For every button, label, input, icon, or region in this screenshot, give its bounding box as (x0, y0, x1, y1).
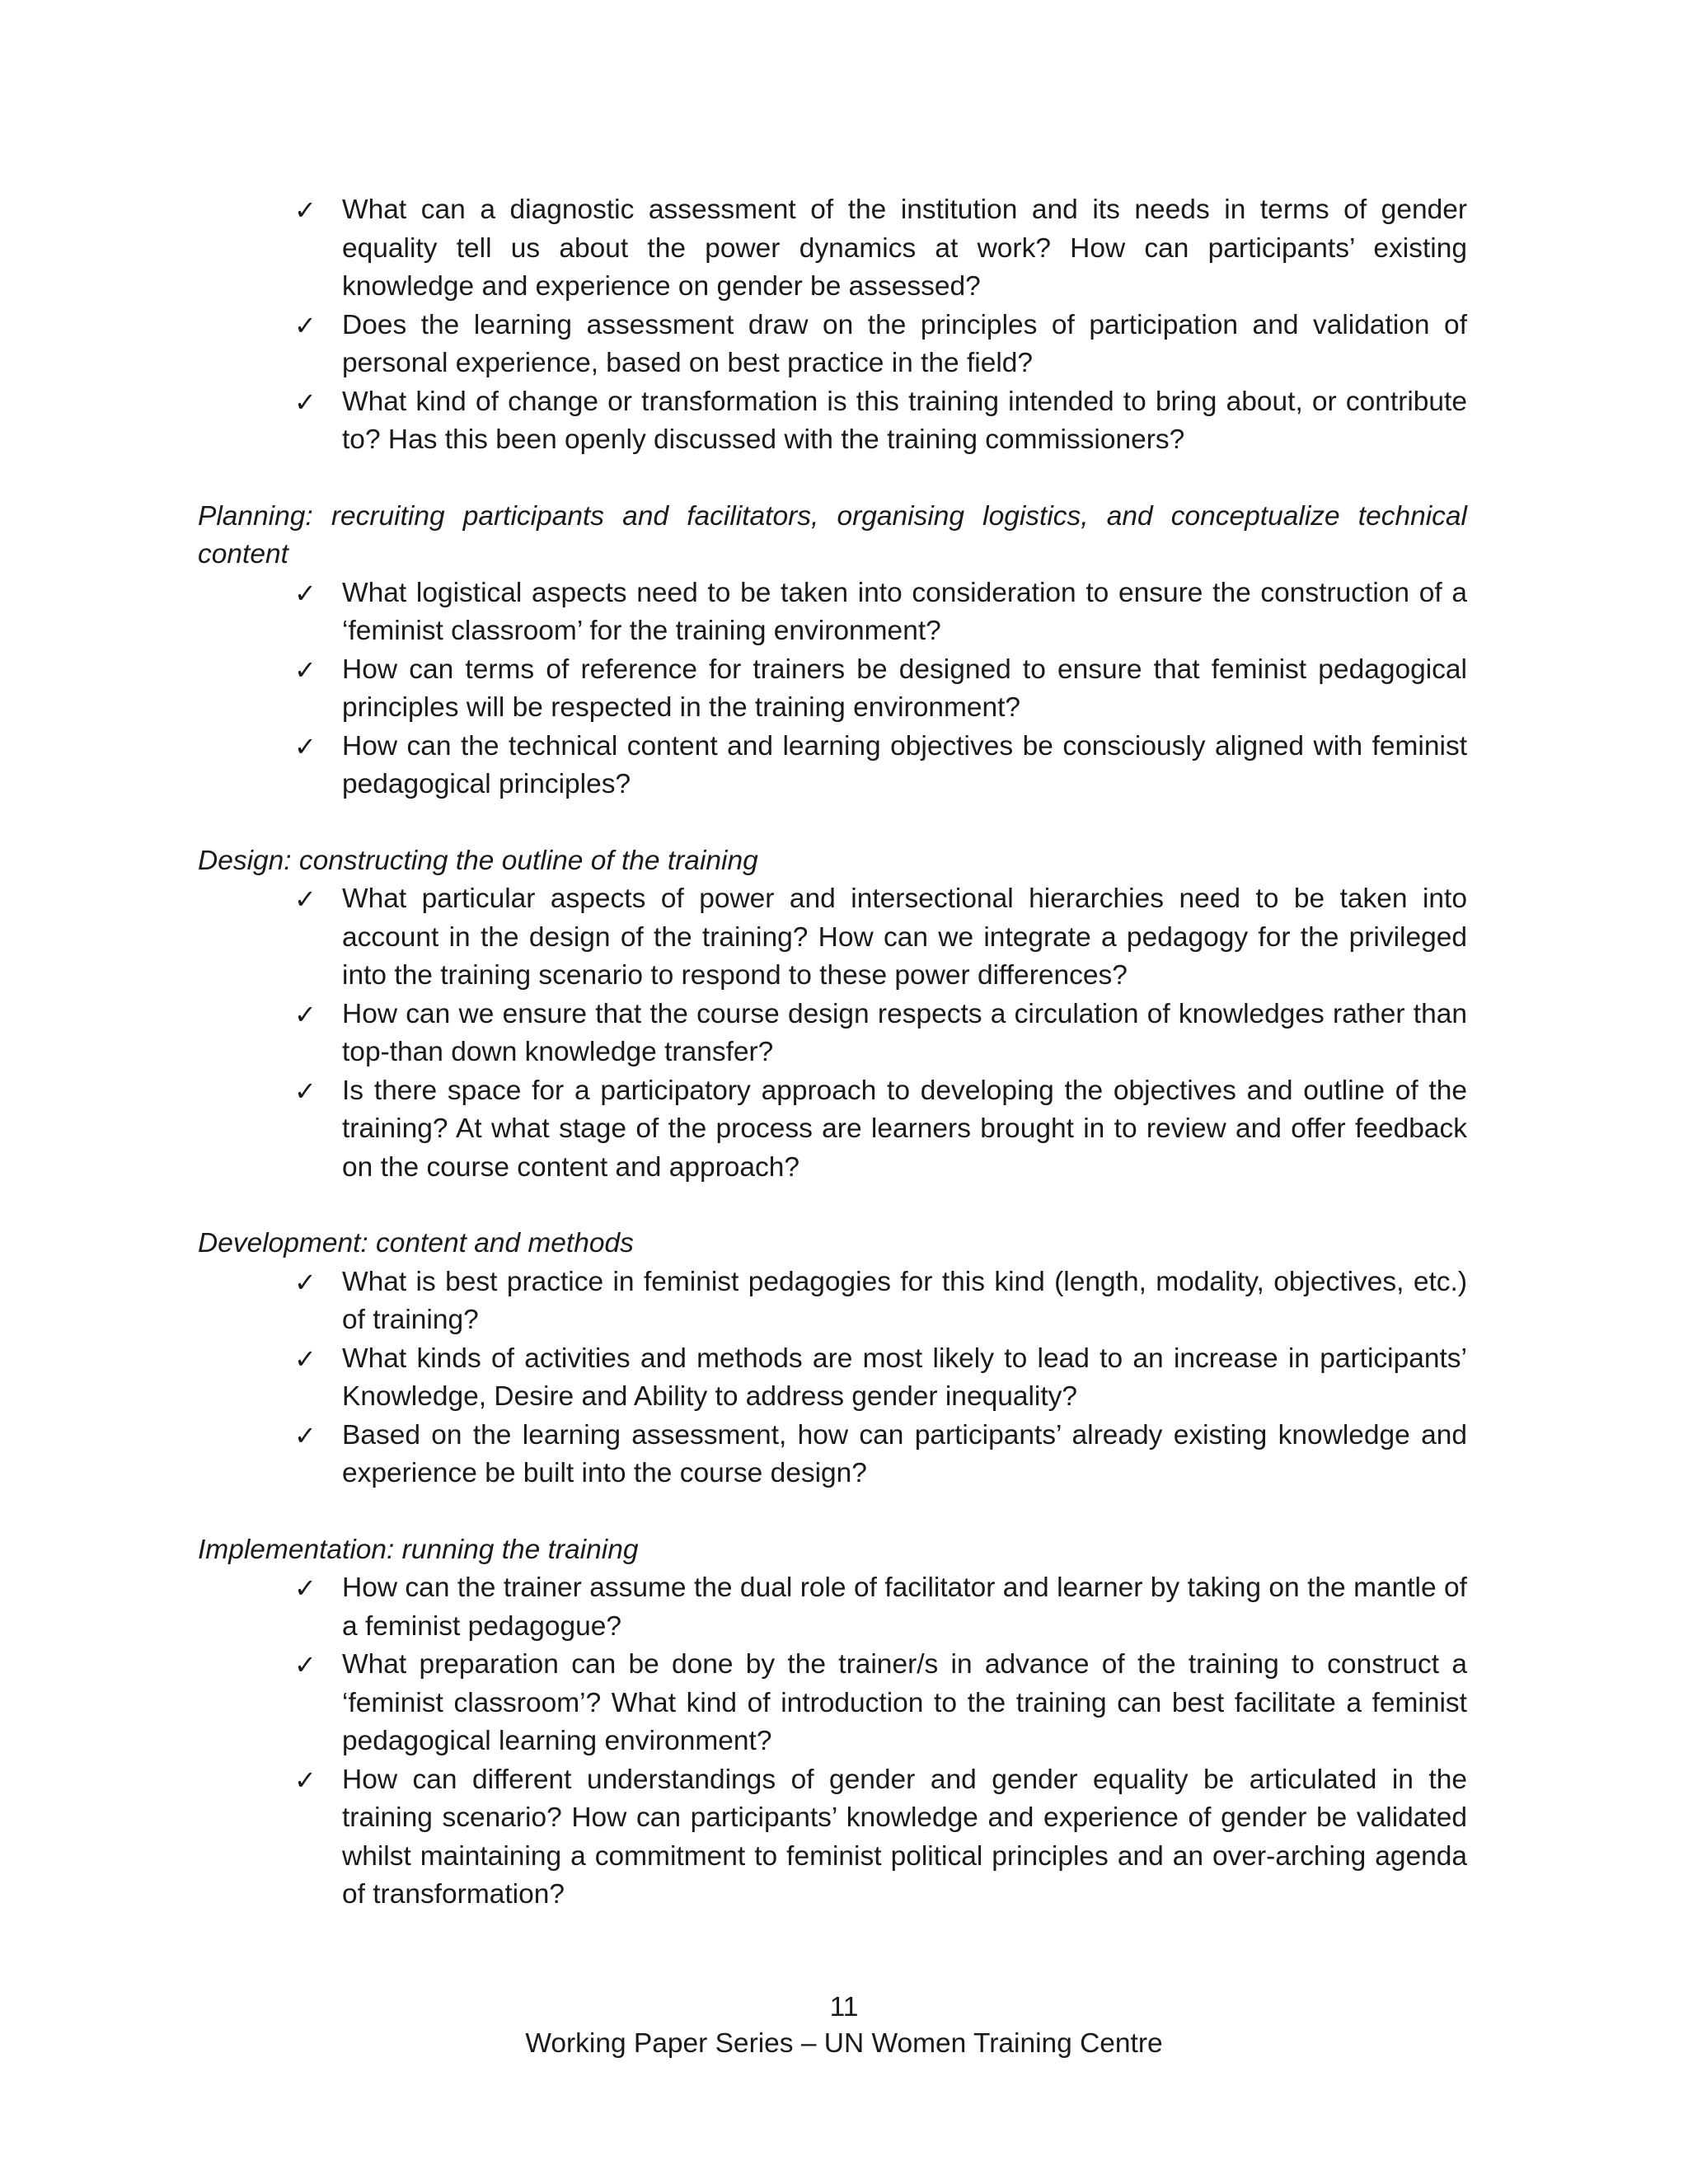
section-implementation (198, 1531, 1467, 1915)
checklist-item-text: How can the technical content and learning objectives be consciously aligned with feminist pedagogical principles? (342, 730, 1467, 799)
checkmark-icon: ✓ (294, 1266, 316, 1298)
checklist-item (198, 1569, 1467, 1646)
page-number: 11 (829, 1992, 859, 2022)
checklist-item (198, 1340, 1467, 1417)
section-development (198, 1225, 1467, 1493)
checklist-item (198, 1072, 1467, 1188)
section-heading: Implementation: running the training (198, 1534, 639, 1565)
checklist-item (198, 996, 1467, 1072)
checkmark-icon: ✓ (294, 577, 316, 609)
section-heading: Planning: recruiting participants and facilitators, organising logistics, and conceptualize technical content (198, 500, 1467, 569)
checklist-item-text: What kind of change or transformation is this training intended to bring about, or contribute to? Has this been openly discussed with the training commissioners? (342, 386, 1467, 455)
checklist-item (198, 1263, 1467, 1340)
page-content (198, 191, 1467, 1915)
checklist-item-text: How can different understandings of gender and gender equality be articulated in the training scenario? How can participants’ knowledge and experience of gender be validated whilst maintaining a commitment to feminist political principles and an over-arching agenda of transformation? (342, 1764, 1467, 1910)
checklist-item (198, 1417, 1467, 1493)
checklist-item (198, 574, 1467, 651)
checkmark-icon: ✓ (294, 386, 316, 418)
checkmark-icon: ✓ (294, 1343, 316, 1375)
checklist-item (198, 1646, 1467, 1761)
checkmark-icon: ✓ (294, 730, 316, 762)
checkmark-icon: ✓ (294, 309, 316, 341)
section-heading: Development: content and methods (198, 1228, 634, 1258)
section-checklist (198, 880, 1467, 1187)
checkmark-icon: ✓ (294, 1572, 316, 1604)
checklist-item-text: What can a diagnostic assessment of the institution and its needs in terms of gender equality tell us about the power dynamics at work? How can participants’ existing knowledge and experience on gender be assessed? (342, 194, 1467, 302)
checkmark-icon: ✓ (294, 194, 316, 226)
checklist-item-text: Based on the learning assessment, how can participants’ already existing knowledge and experience be built into the course design? (342, 1419, 1467, 1488)
checklist-item-text: What particular aspects of power and intersectional hierarchies need to be taken into account in the design of the training? How can we integrate a pedagogy for the privileged into the training scenario to respond to these power differences? (342, 883, 1467, 991)
section-design (198, 842, 1467, 1188)
checklist-item (198, 307, 1467, 383)
section-checklist (198, 1569, 1467, 1915)
checkmark-icon: ✓ (294, 1649, 316, 1680)
checklist-item-text: What preparation can be done by the trainer/s in advance of the training to construct a ‘feminist classroom’? What kind of introduction to the training can best facilitate a feminist pedagogical learning environment? (342, 1649, 1467, 1756)
checklist-item-text: How can terms of reference for trainers be designed to ensure that feminist pedagogical principles will be respected in the training environment? (342, 654, 1467, 723)
section-checklist (198, 574, 1467, 804)
checkmark-icon: ✓ (294, 1075, 316, 1107)
checkmark-icon: ✓ (294, 883, 316, 915)
checklist-item-text: What logistical aspects need to be taken into consideration to ensure the construction of a ‘feminist classroom’ for the training environment? (342, 577, 1467, 646)
checklist-item-text: How can we ensure that the course design respects a circulation of knowledges rather than top-than down knowledge transfer? (342, 998, 1467, 1067)
checklist-item (198, 383, 1467, 460)
checklist-item (198, 191, 1467, 307)
footer-text: Working Paper Series – UN Women Training Centre (525, 2028, 1163, 2059)
checklist-item (198, 880, 1467, 996)
checklist-item-text: Does the learning assessment draw on the principles of participation and validation of personal experience, based on best practice in the field? (342, 309, 1467, 378)
checkmark-icon: ✓ (294, 1419, 316, 1451)
checklist-item-text: What kinds of activities and methods are most likely to lead to an increase in participants’ Knowledge, Desire and Ability to address gender inequality? (342, 1343, 1467, 1412)
checklist-item-text: Is there space for a participatory approach to developing the objectives and outline of the training? At what stage of the process are learners brought in to review and offer feedback on the course content and approach? (342, 1075, 1467, 1183)
checklist-item-text: What is best practice in feminist pedagogies for this kind (length, modality, objectives, etc.) of training? (342, 1266, 1467, 1335)
checklist-item-text: How can the trainer assume the dual role of facilitator and learner by taking on the mantle of a feminist pedagogue? (342, 1572, 1467, 1642)
checkmark-icon: ✓ (294, 654, 316, 686)
section-planning (198, 498, 1467, 804)
section-checklist (198, 1263, 1467, 1493)
checklist-item (198, 651, 1467, 728)
intro-checklist (198, 191, 1467, 460)
checklist-item (198, 728, 1467, 804)
checkmark-icon: ✓ (294, 998, 316, 1030)
checklist-item (198, 1761, 1467, 1915)
section-heading: Design: constructing the outline of the training (198, 845, 758, 876)
checkmark-icon: ✓ (294, 1764, 316, 1796)
